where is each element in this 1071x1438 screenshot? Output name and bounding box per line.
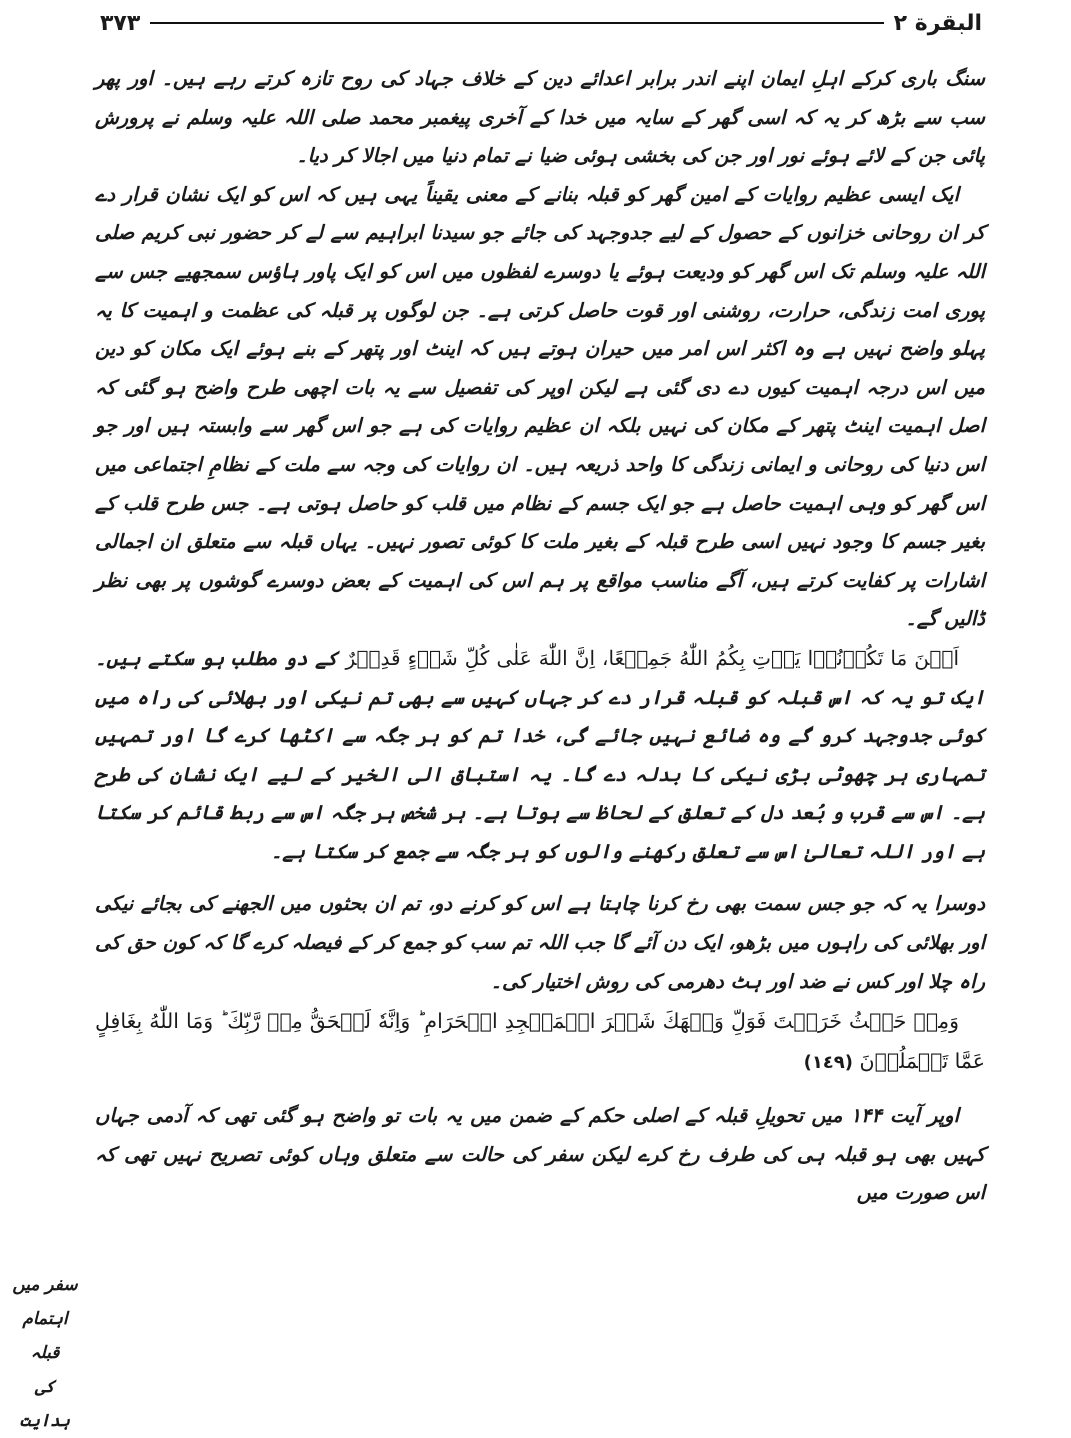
margin-note bbox=[10, 1268, 80, 1438]
verse-number: (١٤٩) bbox=[803, 1052, 854, 1074]
margin-note-line-3: کی ہدایت bbox=[20, 1377, 70, 1431]
paragraph-5: اوپر آیت ۱۴۴ میں تحویلِ قبلہ کے اصلی حکم کے ضمن میں یہ بات تو واضح ہو گئی تھی کہ آدمی جہاں کہیں بھی ہو قبلہ ہی کی طرف رخ کرے لیکن سفر کی حالت سے متعلق وہاں کوئی تصریح نہیں تھی کہ اس صورت میں bbox=[95, 1104, 985, 1205]
commentary-body bbox=[95, 60, 985, 1213]
paragraph-4: دوسرا یہ کہ جو جس سمت بھی رخ کرنا چاہتا ہے اس کو کرنے دو، تم ان بحثوں میں الجھنے کی بجائے نیکی اور بھلائی کی راہوں میں بڑھو، ایک دن آئے گا جب اللہ تم سب کو جمع کر کے فیصلہ کرے گا کہ کون حق کی راہ چلا اور کس نے ضد اور ہٹ دھرمی کی روش اختیار کی۔ bbox=[95, 892, 985, 993]
paragraph-2: ایک ایسی عظیم روایات کے امین گھر کو قبلہ بنانے کے معنی یقیناً یہی ہیں کہ اس کو ایک نشان قرار دے کر ان روحانی خزانوں کے حصول کے لیے جدوجہد کی جائے جو سیدنا ابراہیم سے لے کر حضور نبی کریم صلی اللہ علیہ وسلم تک اس گھر کو ودیعت ہوئے یا دوسرے لفظوں میں اس کو ایک پاور ہاؤس سمجھیے جس سے پوری امت زندگی، حرارت، روشنی اور قوت حاصل کرتی ہے۔ جن لوگوں پر قبلہ کی عظمت و اہمیت کا یہ پہلو واضح نہیں ہے وہ اکثر اس امر میں حیران ہوتے ہیں کہ اینٹ اور پتھر کے بنے ہوئے ایک مکان کو دین میں اس درجہ اہمیت کیوں دے دی گئی ہے لیکن اوپر کی تفصیل سے یہ بات اچھی طرح واضح ہو گئی کہ اصل اہمیت اینٹ پتھر کے مکان کی نہیں بلکہ ان عظیم روایات کی ہے جو اس گھر سے وابستہ ہیں اور جو اس دنیا کی روحانی و ایمانی زندگی کا واحد ذریعہ ہیں۔ ان روایات کی وجہ سے ملت کے نظامِ اجتماعی میں اس گھر کو وہی اہمیت حاصل ہے جو ایک جسم کے نظام میں قلب کو حاصل ہوتی ہے۔ جس طرح قلب کے بغیر جسم کا وجود نہیں اسی طرح قبلہ کے بغیر ملت کا کوئی تصور نہیں۔ یہاں قبلہ سے متعلق ان اجمالی اشارات پر کفایت کرتے ہیں، آگے مناسب مواقع پر ہم اس کی اہمیت کے بعض دوسرے گوشوں پر بھی نظر ڈالیں گے۔ bbox=[95, 182, 985, 631]
paragraph-3-text: کے دو مطلب ہو سکتے ہیں۔ ایک تو یہ کہ اس قبلہ کو قبلہ قرار دے کر جہاں کہیں سے بھی تم نیکی اور بھلائی کی راہ میں کوئی جدوجہد کرو گے وہ ضائع نہیں جائے گی، خدا تم کو ہر جگہ سے اکٹھا کرے گا اور تمہیں تمہاری ہر چھوٹی بڑی نیکی کا بدلہ دے گا۔ یہ استباق الی الخیر کے لیے ایک نشان کی طرح ہے۔ اس سے قرب و بُعد دل کے تعلق کے لحاظ سے ہوتا ہے۔ ہر شخص ہر جگہ اس سے ربط قائم کر سکتا ہے اور اللہ تعالیٰ اس سے تعلق رکھنے والوں کو ہر جگہ سے جمع کر سکتا ہے۔ bbox=[95, 646, 985, 863]
quranic-verse bbox=[95, 1001, 985, 1083]
paragraph-1: سنگ باری کرکے اہلِ ایمان اپنے اندر برابر اعدائے دین کے خلاف جہاد کی روح تازہ کرتے رہے ہیں۔ اور پھر سب سے بڑھ کر یہ کہ اسی گھر کے سایہ میں خدا کے آخری پیغمبر محمد صلی اللہ علیہ وسلم نے پرورش پائی جن کے لائے ہوئے نور اور جن کی بخشی ہوئی ضیا نے تمام دنیا میں اجالا کر دیا۔ bbox=[95, 67, 985, 168]
margin-note-line-2: اہتمام قبلہ bbox=[22, 1309, 68, 1363]
page-number: ٣٧٣ bbox=[100, 10, 141, 36]
running-header bbox=[100, 6, 982, 40]
surah-title: البقرة ٢ bbox=[893, 10, 982, 36]
quranic-phrase: اَیۡنَ مَا تَكُوۡنُوۡا یَاۡتِ بِكُمُ اللّٰهُ جَمِیۡعًا، اِنَّ اللّٰهَ عَلٰی كُلِّ شَیۡءٍ قَدِیۡرٌ bbox=[345, 645, 959, 670]
paragraph-3 bbox=[95, 639, 985, 872]
margin-note-line-1: سفر میں bbox=[12, 1275, 78, 1295]
header-rule bbox=[150, 22, 883, 24]
verse-text: وَمِنۡ حَیۡثُ خَرَجۡتَ فَوَلِّ وَجۡهَكَ شَطۡرَ الۡمَسۡجِدِ الۡحَرَامِ ؕ وَاِنَّهٗ لَلۡحَقُّ مِنۡ رَّبِّكَ ؕ وَمَا اللّٰهُ بِغَافِلٍ عَمَّا تَعۡمَلُوۡنَ bbox=[95, 1009, 985, 1074]
